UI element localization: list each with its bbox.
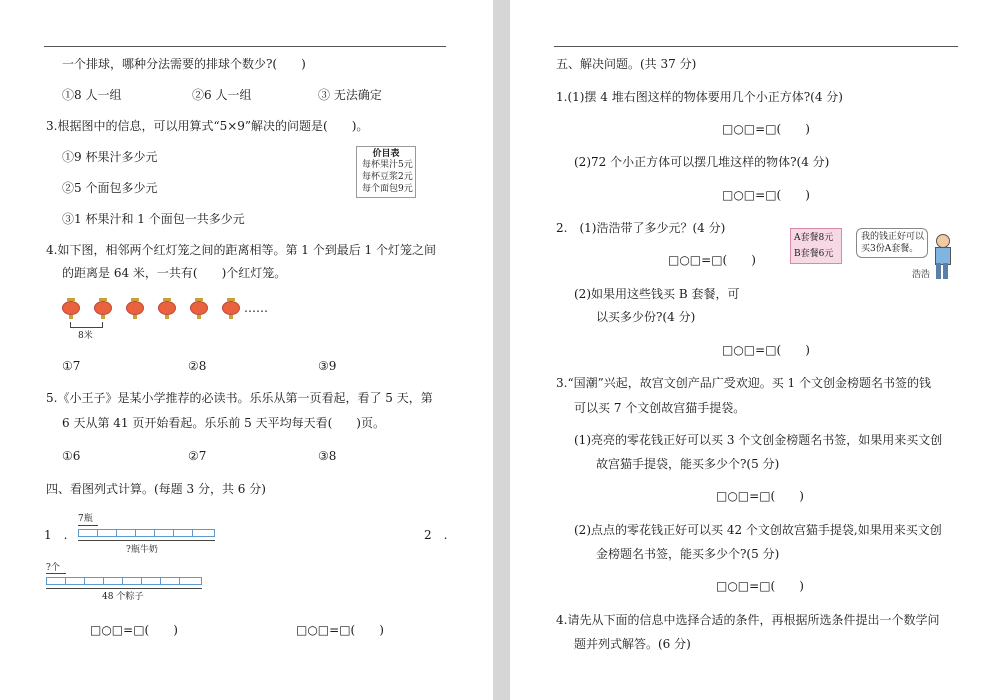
q4-option-1: ①7 — [62, 359, 81, 373]
q3-line-1: 3.“国潮”兴起，故宫文创产品广受欢迎。买 1 个文创金榜题名书签的钱 — [556, 376, 931, 390]
section-4-heading: 四、看图列式计算。(每题 3 分，共 6 分) — [46, 482, 266, 496]
q2-option-3: ③ 无法确定 — [318, 88, 382, 102]
lantern-icon — [94, 298, 112, 318]
formula-q2-1: □○□=□( ) — [668, 253, 756, 267]
q3-part-2-line-2: 金榜题名书签，能买多少个?(5 分) — [596, 547, 780, 561]
price-card-title: 价目表 — [372, 149, 400, 159]
lantern-icon — [158, 298, 176, 318]
q3-line-2: 可以买 7 个文创故宫猫手提袋。 — [574, 401, 746, 415]
q3-option-3: ③1 杯果汁和 1 个面包一共多少元 — [62, 212, 245, 226]
figure-2-bottom-label: 48 个粽子 — [102, 592, 144, 602]
formula-2: □○□=□( ) — [296, 623, 384, 637]
speech-line-2: 买3份A套餐。 — [861, 244, 919, 254]
q4-line-2: 的距离是 64 米，一共有( )个红灯笼。 — [62, 266, 287, 280]
formula-q3-2: □○□=□( ) — [716, 579, 804, 593]
boy-name: 浩浩 — [912, 270, 931, 280]
q4-line-2: 题并列式解答。(6 分) — [574, 637, 691, 651]
q2-option-2: ②6 人一组 — [192, 88, 252, 102]
price-row-bread: 每个面包9元 — [362, 184, 413, 194]
formula-q1-2: □○□=□( ) — [722, 188, 810, 202]
q1-part-2: (2)72 个小正方体可以摆几堆这样的物体?(4 分) — [574, 155, 830, 169]
right-page — [510, 0, 1004, 700]
q2-part-1: 2. (1)浩浩带了多少元？(4 分) — [556, 221, 726, 235]
q4-option-3: ③9 — [318, 359, 337, 373]
q2-option-1: ①8 人一组 — [62, 88, 122, 102]
price-row-soymilk: 每杯豆浆2元 — [362, 172, 413, 182]
q5-option-1: ①6 — [62, 449, 81, 463]
q5-option-3: ③8 — [318, 449, 337, 463]
q4-line-1: 4.请先从下面的信息中选择合适的条件，再根据所选条件提出一个数学问 — [556, 613, 940, 627]
lantern-distance-label: 8米 — [78, 331, 93, 341]
q3-part-1-line-1: (1)亮亮的零花钱正好可以买 3 个文创金榜题名书签，如果用来买文创 — [574, 433, 943, 447]
figure-1-number: 1 . — [44, 528, 68, 542]
boy-figure-icon — [932, 234, 952, 282]
lantern-dots: …… — [244, 301, 268, 315]
menu-a: A套餐8元 — [794, 233, 834, 243]
figure-2-number: 2 . — [424, 528, 448, 542]
speech-line-1: 我的钱正好可以 — [861, 232, 925, 242]
menu-b: B套餐6元 — [794, 249, 834, 259]
q5-line-1: 5.《小王子》是某小学推荐的必读书。乐乐从第一页看起，看了 5 天，第 — [46, 391, 433, 405]
formula-q3-1: □○□=□( ) — [716, 489, 804, 503]
q3-text: 3.根据图中的信息，可以用算式“5×9”解决的问题是( )。 — [46, 119, 369, 133]
q4-option-2: ②8 — [188, 359, 207, 373]
q3-option-2: ②5 个面包多少元 — [62, 181, 158, 195]
lantern-icon — [222, 298, 240, 318]
lantern-icon — [190, 298, 208, 318]
q5-line-2: 6 天从第 41 页开始看起。乐乐前 5 天平均每天看( )页。 — [62, 416, 385, 430]
q2-part-2-line-1: (2)如果用这些钱买 B 套餐，可 — [574, 287, 740, 301]
q4-line-1: 4.如下图，相邻两个红灯笼之间的距离相等。第 1 个到最后 1 个灯笼之间 — [46, 243, 436, 257]
speech-bubble — [856, 228, 928, 258]
left-page — [0, 0, 493, 700]
q2-continuation: 一个排球，哪种分法需要的排球个数少?( ) — [62, 57, 306, 71]
header-rule — [554, 46, 958, 47]
q1-part-1: 1.(1)摆 4 堆右图这样的物体要用几个小正方体?(4 分) — [556, 90, 843, 104]
header-rule — [44, 46, 446, 47]
q2-part-2-line-2: 以买多少份?(4 分) — [596, 310, 696, 324]
formula-q2-2: □○□=□( ) — [722, 343, 810, 357]
price-row-juice: 每杯果汁5元 — [362, 160, 413, 170]
figure-1-bottom-label: ?瓶牛奶 — [126, 545, 158, 555]
formula-1: □○□=□( ) — [90, 623, 178, 637]
figure-2-top-label: ?个 — [46, 563, 60, 573]
lantern-icon — [126, 298, 144, 318]
q3-option-1: ①9 杯果汁多少元 — [62, 150, 158, 164]
set-menu-card — [790, 228, 842, 264]
lantern-icon — [62, 298, 80, 318]
q3-part-2-line-1: (2)点点的零花钱正好可以买 42 个文创故宫猫手提袋,如果用来买文创 — [574, 523, 942, 537]
section-5-heading: 五、解决问题。(共 37 分) — [556, 57, 697, 71]
q5-option-2: ②7 — [188, 449, 207, 463]
q3-part-1-line-2: 故宫猫手提袋，能买多少个?(5 分) — [596, 457, 780, 471]
price-card — [356, 146, 416, 198]
formula-q1-1: □○□=□( ) — [722, 122, 810, 136]
figure-1-top-label: 7瓶 — [78, 514, 93, 524]
